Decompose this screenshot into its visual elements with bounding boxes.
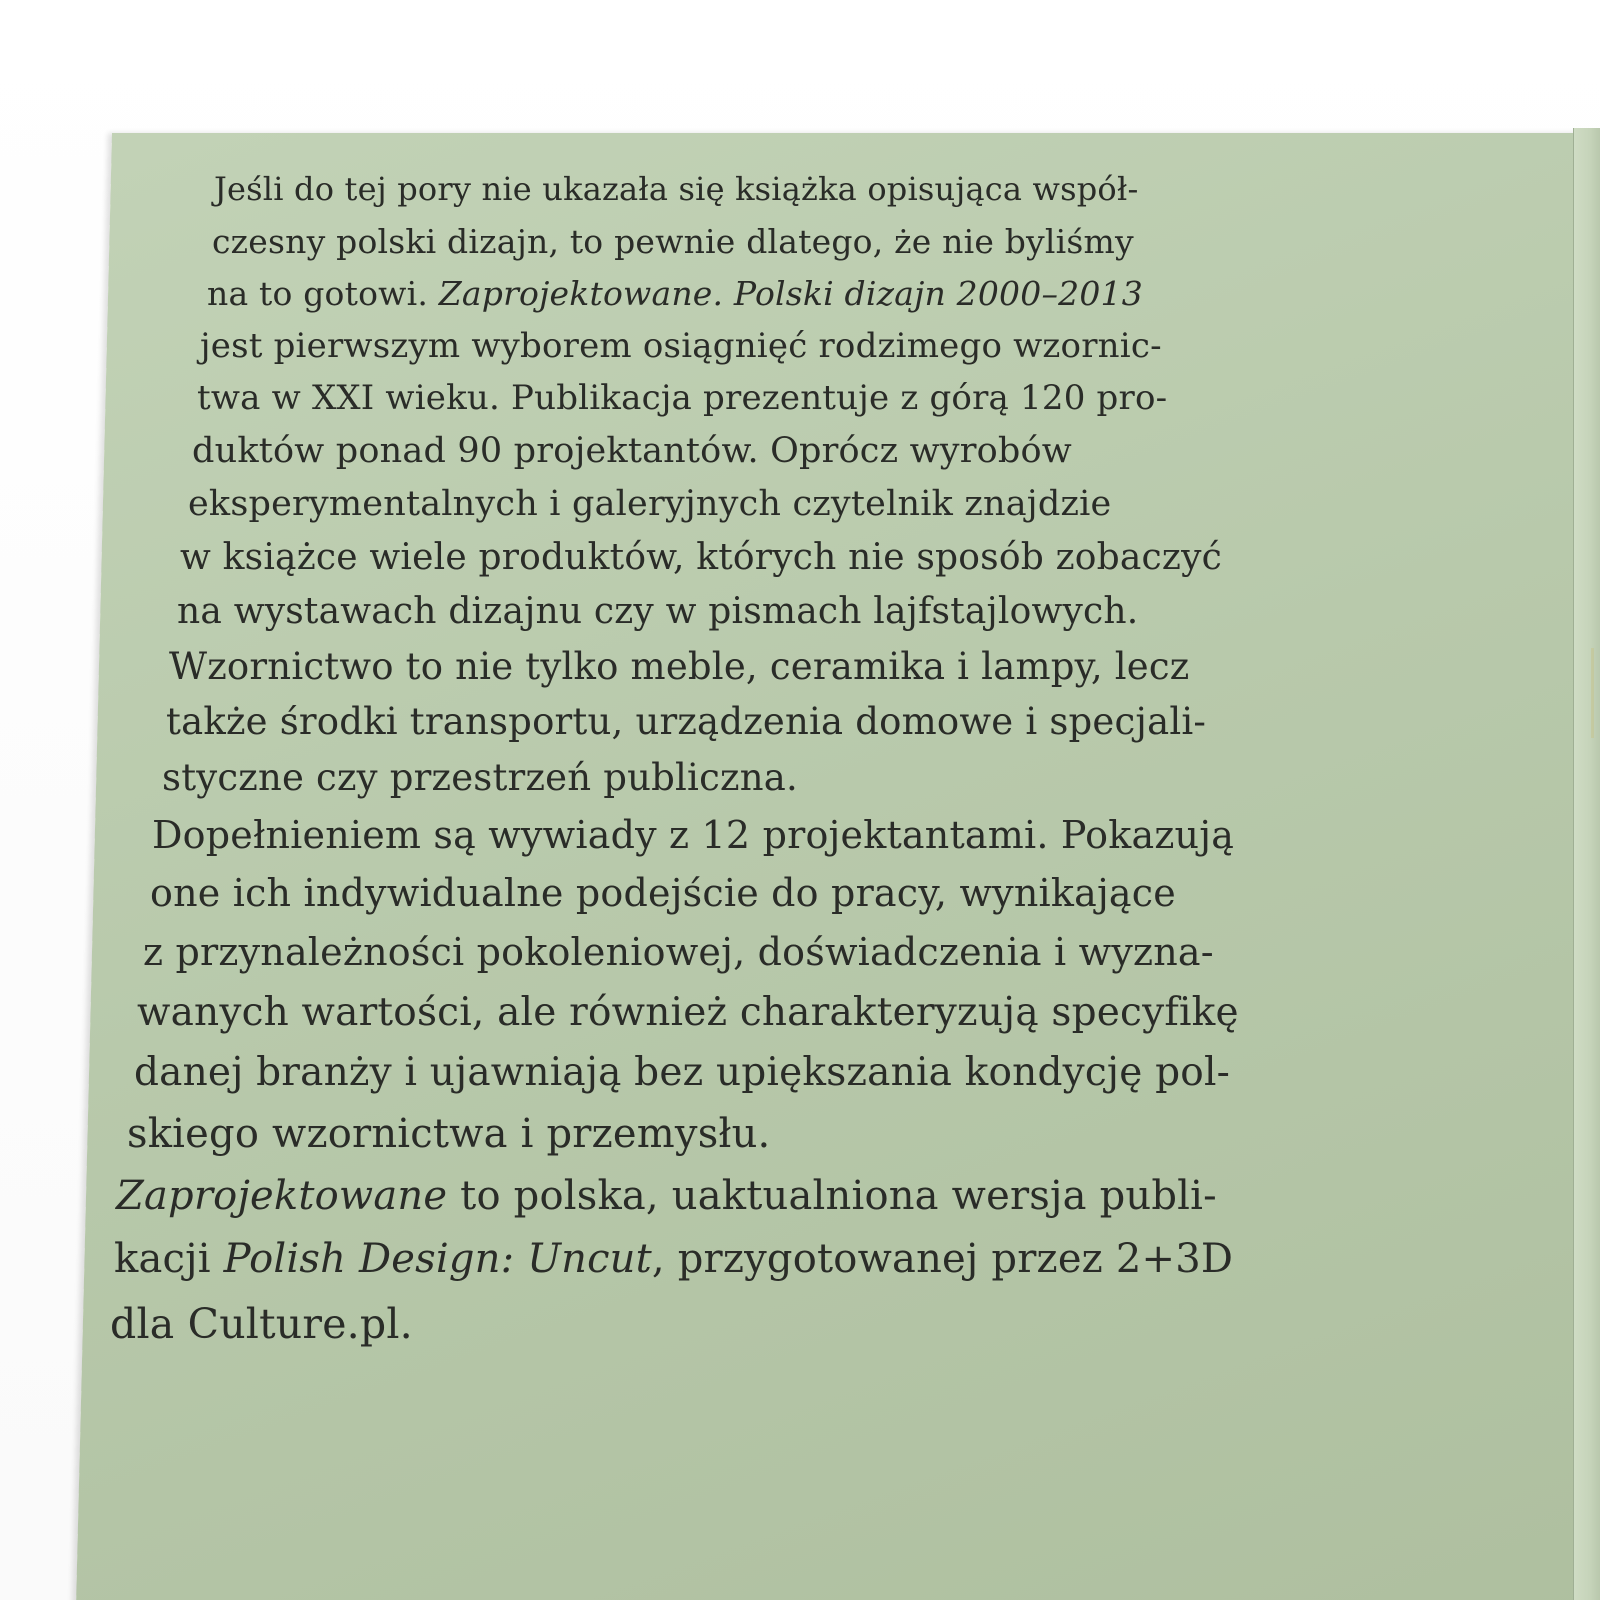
blurb-line: styczne czy przestrzeń publiczna. xyxy=(162,756,798,799)
blurb-line: także środki transportu, urządzenia domowe i specjali- xyxy=(166,700,1207,743)
blurb-line: w książce wiele produktów, których nie sposób zobaczyć xyxy=(180,537,1222,578)
blurb-line: eksperymentalnych i galeryjnych czytelnik znajdzie xyxy=(188,484,1112,524)
blurb-line: wanych wartości, ale również charakteryzują specyfikę xyxy=(137,990,1239,1035)
blurb-line: duktów ponad 90 projektantów. Oprócz wyrobów xyxy=(192,431,1072,471)
blurb-line: Dopełnieniem są wywiady z 12 projektantami. Pokazują xyxy=(152,813,1235,857)
blurb-line: Zaprojektowane to polska, uaktualniona wersja publi- xyxy=(116,1173,1217,1219)
blurb-line: na to gotowi. Zaprojektowane. Polski dizajn 2000–2013 xyxy=(207,274,1143,313)
blurb-line: z przynależności pokoleniowej, doświadczenia i wyzna- xyxy=(143,930,1214,974)
blurb-line: jest pierwszym wyborem osiągnięć rodzimego wzornic- xyxy=(200,326,1162,366)
blurb-line: dla Culture.pl. xyxy=(110,1300,413,1348)
blurb-line: kacji Polish Design: Uncut, przygotowanej przez 2+3D xyxy=(114,1236,1234,1282)
blurb-line: danej branży i ujawniają bez upiększania kondycję pol- xyxy=(134,1050,1231,1095)
blurb-line: na wystawach dizajnu czy w pismach lajfstajlowych. xyxy=(177,591,1139,632)
blurb-line: czesny polski dizajn, to pewnie dlatego, że nie byliśmy xyxy=(212,222,1134,261)
blurb-line: Jeśli do tej pory nie ukazała się książka opisująca współ- xyxy=(214,170,1139,208)
blurb-line: Wzornictwo to nie tylko meble, ceramika i lampy, lecz xyxy=(169,645,1190,688)
blurb-line: twa w XXI wieku. Publikacja prezentuje z górą 120 pro- xyxy=(197,378,1168,418)
blurb-line: skiego wzornictwa i przemysłu. xyxy=(127,1111,771,1157)
blurb-line: one ich indywidualne podejście do pracy, wynikające xyxy=(150,871,1176,915)
